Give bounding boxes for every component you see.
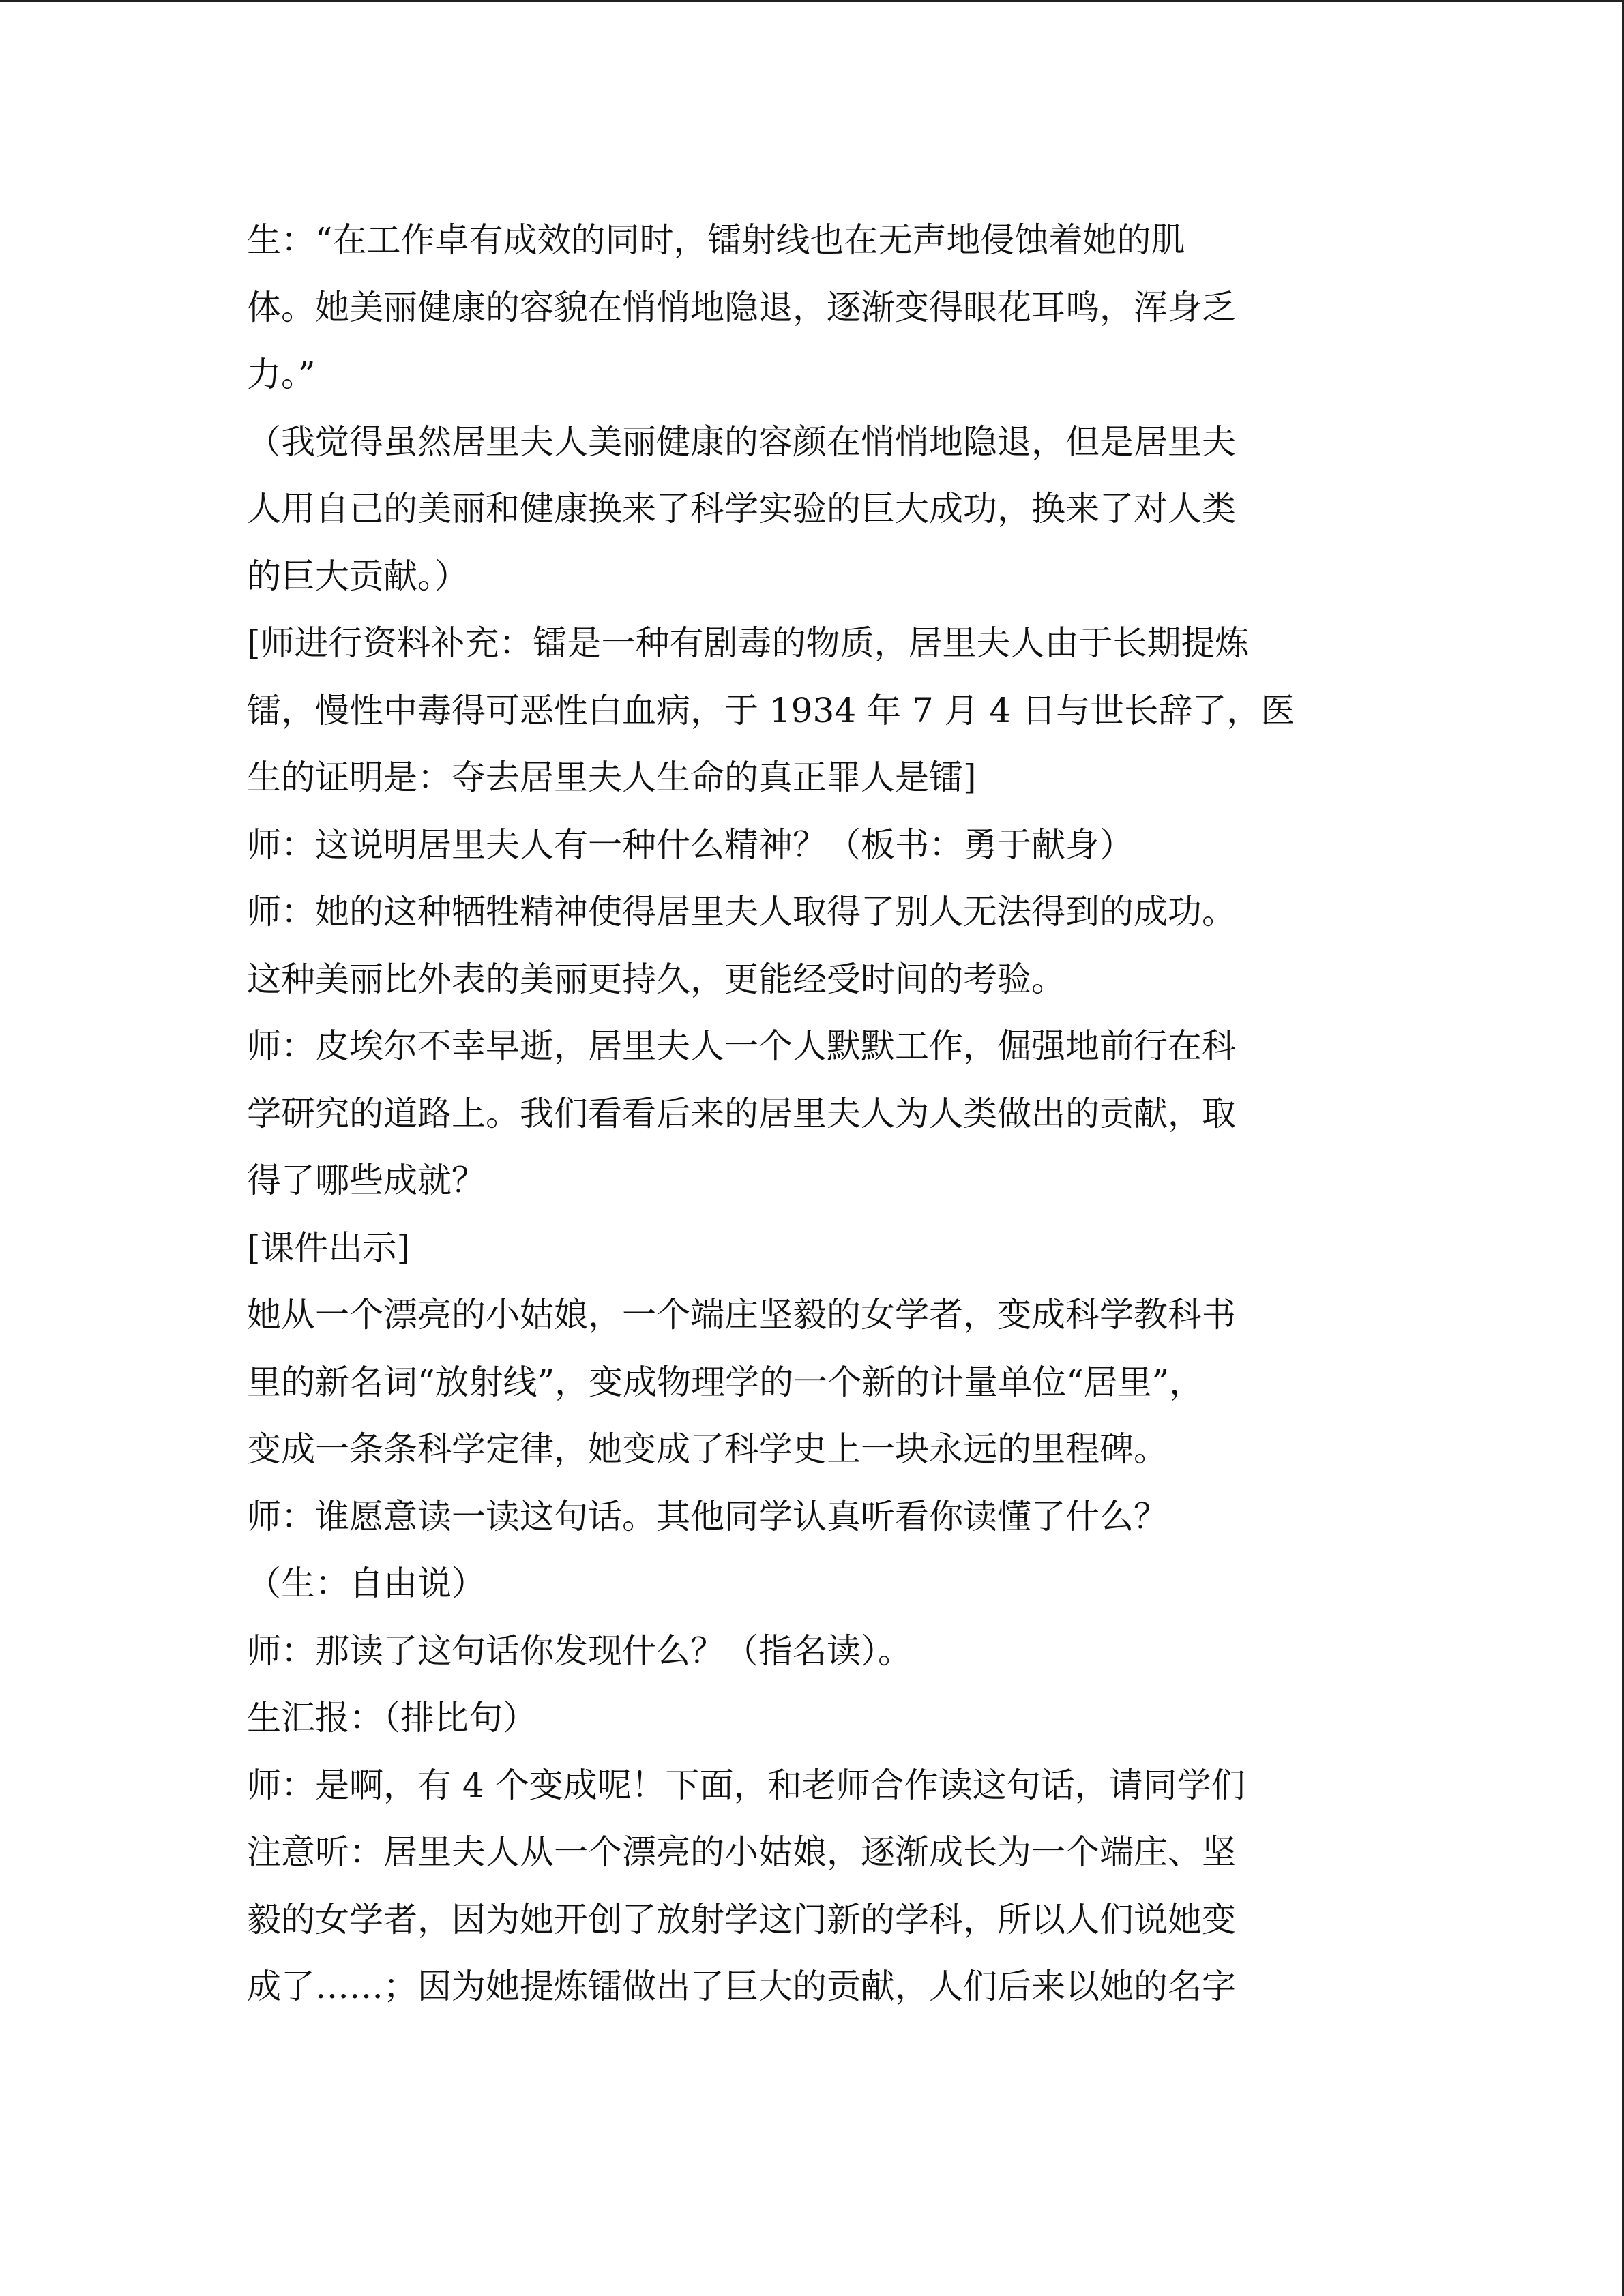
text-line: 她从一个漂亮的小姑娘，一个端庄坚毅的女学者，变成科学教科书: [247, 1295, 1236, 1335]
text-line: 镭，慢性中毒得可恶性白血病，于 1934 年 7 月 4 日与世长辞了，医: [247, 690, 1295, 730]
text-line: 毅的女学者，因为她开创了放射学这门新的学科，所以人们说她变: [247, 1899, 1236, 1939]
text-line: 的巨大贡献。）: [247, 556, 469, 596]
text-line: 力。”: [247, 355, 316, 394]
text-line: （我觉得虽然居里夫人美丽健康的容颜在悄悄地隐退，但是居里夫: [247, 421, 1236, 462]
text-line: 师：谁愿意读一读这句话。其他同学认真听看你读懂了什么？: [247, 1496, 1168, 1536]
document-body: [247, 207, 1379, 2021]
text-line: 这种美丽比外表的美丽更持久，更能经受时间的考验。: [247, 959, 1065, 999]
text-line: 体。她美丽健康的容貌在悄悄地隐退，逐渐变得眼花耳鸣，浑身乏: [247, 287, 1236, 327]
text-line: 生：“在工作卓有成效的同时，镭射线也在无声地侵蚀着她的肌: [247, 220, 1185, 260]
text-line: 得了哪些成就？: [247, 1161, 486, 1200]
text-line: 变成一条条科学定律，她变成了科学史上一块永远的里程碑。: [247, 1429, 1168, 1469]
text-line: 成了……；因为她提炼镭做出了巨大的贡献，人们后来以她的名字: [247, 1967, 1236, 2006]
text-line: 人用自己的美丽和健康换来了科学实验的巨大成功，换来了对人类: [247, 489, 1236, 528]
text-line: 生汇报：（排比句）: [247, 1698, 537, 1738]
text-line: 师：这说明居里夫人有一种什么精神？（板书：勇于献身）: [247, 824, 1134, 865]
text-line: 生的证明是：夺去居里夫人生命的真正罪人是镭]: [247, 758, 977, 797]
text-line: 注意听：居里夫人从一个漂亮的小姑娘，逐渐成长为一个端庄、坚: [247, 1832, 1236, 1872]
text-line: 师：皮埃尔不幸早逝，居里夫人一个人默默工作，倔强地前行在科: [247, 1026, 1236, 1066]
text-line: 师：那读了这句话你发现什么？（指名读）。: [247, 1630, 912, 1671]
text-line: [课件出示]: [247, 1227, 411, 1268]
text-line: 学研究的道路上。我们看看后来的居里夫人为人类做出的贡献，取: [247, 1093, 1236, 1133]
text-line: 师：她的这种牺牲精神使得居里夫人取得了别人无法得到的成功。: [247, 892, 1236, 931]
text-line: 师：是啊，有 4 个变成呢！下面，和老师合作读这句话，请同学们: [247, 1765, 1245, 1805]
text-line: （生：自由说）: [247, 1564, 486, 1603]
text-line: 里的新名词“放射线”，变成物理学的一个新的计量单位“居里”，: [247, 1362, 1204, 1402]
text-line: [师进行资料补充：镭是一种有剧毒的物质，居里夫人由于长期提炼: [247, 623, 1250, 663]
